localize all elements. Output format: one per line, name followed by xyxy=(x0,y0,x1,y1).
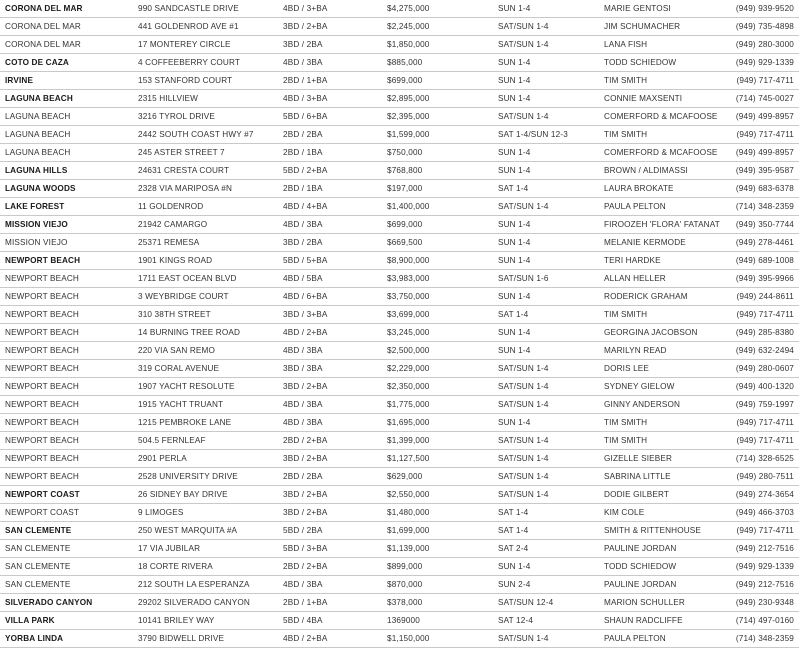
listing-beds-baths: 5BD / 5+BA xyxy=(283,256,328,265)
listing-beds-baths: 2BD / 2BA xyxy=(283,130,323,139)
listing-address: 2328 VIA MARIPOSA #N xyxy=(138,184,233,193)
listing-city: SAN CLEMENTE xyxy=(5,562,71,571)
listing-phone: (714) 348-2359 xyxy=(735,634,794,643)
listing-open-time: SAT/SUN 1-4 xyxy=(498,634,549,643)
listing-address: 25371 REMESA xyxy=(138,238,200,247)
listing-phone: (949) 717-4711 xyxy=(736,526,794,535)
listing-agent: ALLAN HELLER xyxy=(604,274,666,283)
listing-open-time: SAT 1-4 xyxy=(498,184,529,193)
listing-city: CORONA DEL MAR xyxy=(5,22,81,31)
listing-beds-baths: 5BD / 6+BA xyxy=(283,112,328,121)
listing-price: 1369000 xyxy=(387,616,420,625)
listing-address: 29202 SILVERADO CANYON xyxy=(138,598,250,607)
listing-agent: TIM SMITH xyxy=(604,130,648,139)
listing-city: NEWPORT BEACH xyxy=(5,400,79,409)
listing-address: 1915 YACHT TRUANT xyxy=(138,400,224,409)
listing-agent: TIM SMITH xyxy=(604,76,648,85)
listing-row xyxy=(0,468,799,486)
listing-beds-baths: 3BD / 2+BA xyxy=(283,22,328,31)
listing-beds-baths: 3BD / 2+BA xyxy=(283,454,328,463)
listing-beds-baths: 5BD / 4BA xyxy=(283,616,323,625)
listing-agent: CONNIE MAXSENTI xyxy=(604,94,683,103)
listing-open-time: SUN 1-4 xyxy=(498,220,531,229)
listing-price: $885,000 xyxy=(387,58,423,67)
listing-row xyxy=(0,198,799,216)
listing-city: CORONA DEL MAR xyxy=(5,40,81,49)
listing-phone: (714) 745-0027 xyxy=(735,94,794,103)
listing-beds-baths: 5BD / 3+BA xyxy=(283,544,328,553)
listing-city: LAKE FOREST xyxy=(5,202,65,211)
listing-agent: MARION SCHULLER xyxy=(604,598,685,607)
listing-city: NEWPORT BEACH xyxy=(5,328,79,337)
listing-row xyxy=(0,630,799,648)
listing-phone: (949) 717-4711 xyxy=(736,130,794,139)
listing-beds-baths: 2BD / 1BA xyxy=(283,184,323,193)
listing-beds-baths: 2BD / 1BA xyxy=(283,148,323,157)
listing-address: 2901 PERLA xyxy=(138,454,187,463)
listing-beds-baths: 4BD / 5BA xyxy=(283,274,323,283)
listing-city: LAGUNA WOODS xyxy=(5,184,76,193)
listing-row xyxy=(0,0,799,18)
listing-phone: (949) 285-8380 xyxy=(735,328,794,337)
listing-row xyxy=(0,486,799,504)
listing-agent: SHAUN RADCLIFFE xyxy=(604,616,683,625)
listing-price: $3,245,000 xyxy=(387,328,430,337)
listing-city: NEWPORT BEACH xyxy=(5,346,79,355)
listing-price: $1,150,000 xyxy=(387,634,430,643)
listing-agent: PAULINE JORDAN xyxy=(604,580,677,589)
listing-city: NEWPORT BEACH xyxy=(5,454,79,463)
listing-phone: (949) 212-7516 xyxy=(735,544,794,553)
listing-phone: (949) 632-2494 xyxy=(735,346,794,355)
listing-open-time: SAT 1-4/SUN 12-3 xyxy=(498,130,568,139)
listing-agent: FIROOZEH 'FLORA' FATANAT xyxy=(604,220,720,229)
listing-agent: RODERICK GRAHAM xyxy=(604,292,688,301)
listing-price: $750,000 xyxy=(387,148,423,157)
listing-row xyxy=(0,432,799,450)
listing-open-time: SAT/SUN 1-4 xyxy=(498,382,549,391)
listing-address: 319 CORAL AVENUE xyxy=(138,364,220,373)
listing-open-time: SAT/SUN 1-4 xyxy=(498,364,549,373)
listing-price: $2,895,000 xyxy=(387,94,430,103)
listing-phone: (949) 466-3703 xyxy=(735,508,794,517)
listing-address: 310 38TH STREET xyxy=(138,310,211,319)
listing-city: NEWPORT BEACH xyxy=(5,310,79,319)
listing-row xyxy=(0,180,799,198)
listing-phone: (949) 395-9966 xyxy=(735,274,794,283)
listing-city: NEWPORT BEACH xyxy=(5,292,79,301)
listing-city: NEWPORT BEACH xyxy=(5,364,79,373)
listing-agent: COMERFORD & MCAFOOSE xyxy=(604,148,718,157)
listing-city: MISSION VIEJO xyxy=(5,220,68,229)
listing-phone: (949) 350-7744 xyxy=(735,220,794,229)
listing-address: 9 LIMOGES xyxy=(138,508,184,517)
listing-city: COTO DE CAZA xyxy=(5,58,69,67)
listing-phone: (949) 274-3654 xyxy=(735,490,794,499)
listing-phone: (949) 717-4711 xyxy=(736,436,794,445)
listing-agent: BROWN / ALDIMASSI xyxy=(604,166,688,175)
listing-phone: (949) 717-4711 xyxy=(736,418,794,427)
listing-open-time: SAT 1-4 xyxy=(498,508,529,517)
listing-phone: (949) 400-1320 xyxy=(735,382,794,391)
listing-beds-baths: 2BD / 1+BA xyxy=(283,598,328,607)
listing-row xyxy=(0,144,799,162)
listing-row xyxy=(0,126,799,144)
listing-price: $3,699,000 xyxy=(387,310,430,319)
listing-beds-baths: 4BD / 3BA xyxy=(283,418,323,427)
listing-open-time: SAT/SUN 1-4 xyxy=(498,112,549,121)
listing-address: 18 CORTE RIVERA xyxy=(138,562,213,571)
listing-open-time: SAT 2-4 xyxy=(498,544,529,553)
listing-price: $1,775,000 xyxy=(387,400,430,409)
listing-open-time: SUN 1-4 xyxy=(498,238,531,247)
listing-agent: COMERFORD & MCAFOOSE xyxy=(604,112,718,121)
listing-agent: TIM SMITH xyxy=(604,436,648,445)
listing-row xyxy=(0,378,799,396)
listing-city: SAN CLEMENTE xyxy=(5,544,71,553)
listing-row xyxy=(0,612,799,630)
listing-price: $899,000 xyxy=(387,562,423,571)
listing-address: 212 SOUTH LA ESPERANZA xyxy=(138,580,250,589)
listing-phone: (714) 328-6525 xyxy=(735,454,794,463)
listing-address: 1907 YACHT RESOLUTE xyxy=(138,382,235,391)
listing-price: $768,800 xyxy=(387,166,423,175)
listing-agent: GIZELLE SIEBER xyxy=(604,454,673,463)
listing-city: NEWPORT COAST xyxy=(5,490,80,499)
listing-beds-baths: 2BD / 2+BA xyxy=(283,562,328,571)
listing-city: NEWPORT BEACH xyxy=(5,256,81,265)
listing-row xyxy=(0,450,799,468)
listing-open-time: SUN 1-4 xyxy=(498,58,531,67)
listing-row xyxy=(0,270,799,288)
listing-open-time: SUN 1-4 xyxy=(498,292,531,301)
listing-beds-baths: 4BD / 2+BA xyxy=(283,328,328,337)
listing-price: $1,699,000 xyxy=(387,526,430,535)
listing-beds-baths: 3BD / 3BA xyxy=(283,364,323,373)
listing-beds-baths: 2BD / 1+BA xyxy=(283,76,328,85)
listing-open-time: SUN 1-4 xyxy=(498,328,531,337)
listing-agent: PAULA PELTON xyxy=(604,634,666,643)
listing-beds-baths: 4BD / 3BA xyxy=(283,346,323,355)
listing-agent: TERI HARDKE xyxy=(604,256,661,265)
listing-address: 17 VIA JUBILAR xyxy=(138,544,201,553)
listing-city: NEWPORT COAST xyxy=(5,508,79,517)
listing-row xyxy=(0,324,799,342)
listing-address: 4 COFFEEBERRY COURT xyxy=(138,58,241,67)
listing-agent: TIM SMITH xyxy=(604,418,648,427)
listing-beds-baths: 4BD / 3BA xyxy=(283,220,323,229)
listing-open-time: SAT/SUN 1-4 xyxy=(498,490,549,499)
listing-phone: (949) 683-6378 xyxy=(735,184,794,193)
listing-agent: PAULA PELTON xyxy=(604,202,666,211)
listing-address: 504.5 FERNLEAF xyxy=(138,436,206,445)
listing-beds-baths: 3BD / 2+BA xyxy=(283,508,328,517)
listing-beds-baths: 4BD / 3+BA xyxy=(283,94,328,103)
listing-phone: (949) 717-4711 xyxy=(736,310,794,319)
listing-agent: LANA FISH xyxy=(604,40,648,49)
listing-agent: JIM SCHUMACHER xyxy=(604,22,681,31)
listing-phone: (949) 939-9520 xyxy=(735,4,794,13)
listing-phone: (714) 497-0160 xyxy=(735,616,794,625)
listing-price: $3,983,000 xyxy=(387,274,430,283)
listing-city: LAGUNA BEACH xyxy=(5,112,71,121)
listing-open-time: SUN 1-4 xyxy=(498,256,531,265)
listing-open-time: SAT/SUN 1-4 xyxy=(498,454,549,463)
listing-beds-baths: 4BD / 2+BA xyxy=(283,634,328,643)
listing-price: $699,000 xyxy=(387,220,423,229)
listing-row xyxy=(0,72,799,90)
listing-row xyxy=(0,342,799,360)
listing-row xyxy=(0,90,799,108)
listing-open-time: SAT/SUN 1-4 xyxy=(498,400,549,409)
listing-phone: (714) 348-2359 xyxy=(735,202,794,211)
listing-row xyxy=(0,396,799,414)
listing-address: 220 VIA SAN REMO xyxy=(138,346,216,355)
listing-city: SAN CLEMENTE xyxy=(5,580,71,589)
listing-row xyxy=(0,414,799,432)
listing-beds-baths: 3BD / 2+BA xyxy=(283,490,328,499)
listing-phone: (949) 212-7516 xyxy=(735,580,794,589)
listing-price: $8,900,000 xyxy=(387,256,430,265)
listing-row xyxy=(0,522,799,540)
listing-price: $1,480,000 xyxy=(387,508,430,517)
listing-address: 1901 KINGS ROAD xyxy=(138,256,213,265)
listing-price: $2,500,000 xyxy=(387,346,430,355)
listing-price: $1,139,000 xyxy=(387,544,430,553)
listing-beds-baths: 4BD / 4+BA xyxy=(283,202,328,211)
listing-price: $1,127,500 xyxy=(387,454,430,463)
listing-agent: TODD SCHIEDOW xyxy=(604,58,677,67)
listing-address: 24631 CRESTA COURT xyxy=(138,166,230,175)
listing-beds-baths: 2BD / 2+BA xyxy=(283,436,328,445)
listing-address: 11 GOLDENROD xyxy=(138,202,204,211)
listing-price: $197,000 xyxy=(387,184,423,193)
listing-phone: (949) 717-4711 xyxy=(736,76,794,85)
listing-agent: GINNY ANDERSON xyxy=(604,400,681,409)
listing-agent: SABRINA LITTLE xyxy=(604,472,671,481)
listing-address: 1711 EAST OCEAN BLVD xyxy=(138,274,237,283)
listing-price: $1,400,000 xyxy=(387,202,430,211)
listing-phone: (949) 280-3000 xyxy=(735,40,794,49)
listing-city: CORONA DEL MAR xyxy=(5,4,83,13)
listing-city: NEWPORT BEACH xyxy=(5,472,79,481)
listing-agent: TIM SMITH xyxy=(604,310,648,319)
listing-row xyxy=(0,234,799,252)
listing-beds-baths: 4BD / 3BA xyxy=(283,400,323,409)
listing-beds-baths: 4BD / 3BA xyxy=(283,580,323,589)
listing-price: $1,850,000 xyxy=(387,40,430,49)
listing-phone: (949) 499-8957 xyxy=(735,148,794,157)
listing-agent: GEORGINA JACOBSON xyxy=(604,328,698,337)
listing-open-time: SUN 1-4 xyxy=(498,148,531,157)
listing-beds-baths: 3BD / 2+BA xyxy=(283,382,328,391)
listing-open-time: SUN 1-4 xyxy=(498,562,531,571)
listing-row xyxy=(0,306,799,324)
listing-open-time: SAT/SUN 12-4 xyxy=(498,598,554,607)
listing-city: NEWPORT BEACH xyxy=(5,436,79,445)
listing-city: NEWPORT BEACH xyxy=(5,274,79,283)
listing-city: VILLA PARK xyxy=(5,616,55,625)
listing-city: IRVINE xyxy=(5,76,34,85)
listing-open-time: SAT 1-4 xyxy=(498,526,529,535)
listing-row xyxy=(0,36,799,54)
listing-city: MISSION VIEJO xyxy=(5,238,68,247)
listing-open-time: SUN 1-4 xyxy=(498,346,531,355)
listing-address: 3790 BIDWELL DRIVE xyxy=(138,634,225,643)
listing-address: 3 WEYBRIDGE COURT xyxy=(138,292,229,301)
listing-price: $2,229,000 xyxy=(387,364,430,373)
listing-price: $2,245,000 xyxy=(387,22,430,31)
listing-address: 441 GOLDENROD AVE #1 xyxy=(138,22,239,31)
listing-agent: SMITH & RITTENHOUSE xyxy=(604,526,702,535)
listing-row xyxy=(0,288,799,306)
listing-row xyxy=(0,558,799,576)
listing-agent: DODIE GILBERT xyxy=(604,490,670,499)
listing-address: 990 SANDCASTLE DRIVE xyxy=(138,4,239,13)
listing-city: LAGUNA BEACH xyxy=(5,148,71,157)
listing-phone: (949) 689-1008 xyxy=(735,256,794,265)
listing-row xyxy=(0,108,799,126)
listing-city: NEWPORT BEACH xyxy=(5,418,79,427)
listing-row xyxy=(0,216,799,234)
listing-address: 2315 HILLVIEW xyxy=(138,94,199,103)
listing-phone: (949) 244-8611 xyxy=(736,292,794,301)
listing-row xyxy=(0,18,799,36)
listing-row xyxy=(0,162,799,180)
listing-open-time: SUN 2-4 xyxy=(498,580,531,589)
listing-address: 1215 PEMBROKE LANE xyxy=(138,418,232,427)
listing-beds-baths: 2BD / 2BA xyxy=(283,472,323,481)
listing-beds-baths: 4BD / 3+BA xyxy=(283,4,328,13)
listing-open-time: SAT/SUN 1-6 xyxy=(498,274,549,283)
listing-beds-baths: 3BD / 2BA xyxy=(283,238,323,247)
listing-beds-baths: 3BD / 3+BA xyxy=(283,310,328,319)
listing-city: SILVERADO CANYON xyxy=(5,598,93,607)
listing-city: LAGUNA BEACH xyxy=(5,94,73,103)
listing-agent: PAULINE JORDAN xyxy=(604,544,677,553)
listing-open-time: SAT/SUN 1-4 xyxy=(498,472,549,481)
listing-beds-baths: 5BD / 2+BA xyxy=(283,166,328,175)
listing-open-time: SUN 1-4 xyxy=(498,4,531,13)
listing-address: 17 MONTEREY CIRCLE xyxy=(138,40,231,49)
listing-price: $1,695,000 xyxy=(387,418,430,427)
listing-city: NEWPORT BEACH xyxy=(5,382,79,391)
listing-agent: TODD SCHIEDOW xyxy=(604,562,677,571)
listing-beds-baths: 5BD / 2BA xyxy=(283,526,323,535)
listing-open-time: SUN 1-4 xyxy=(498,166,531,175)
listing-open-time: SAT/SUN 1-4 xyxy=(498,40,549,49)
listing-phone: (949) 929-1339 xyxy=(735,562,794,571)
listing-address: 153 STANFORD COURT xyxy=(138,76,233,85)
listing-row xyxy=(0,54,799,72)
listing-open-time: SAT/SUN 1-4 xyxy=(498,22,549,31)
listing-row xyxy=(0,252,799,270)
listing-agent: MARILYN READ xyxy=(604,346,667,355)
listing-address: 250 WEST MARQUITA #A xyxy=(138,526,238,535)
listing-price: $378,000 xyxy=(387,598,423,607)
listing-city: LAGUNA BEACH xyxy=(5,130,71,139)
listing-open-time: SUN 1-4 xyxy=(498,418,531,427)
listing-phone: (949) 499-8957 xyxy=(735,112,794,121)
listing-agent: LAURA BROKATE xyxy=(604,184,674,193)
listing-phone: (949) 280-7511 xyxy=(736,472,794,481)
listing-beds-baths: 3BD / 2BA xyxy=(283,40,323,49)
listing-price: $669,500 xyxy=(387,238,423,247)
listing-agent: MELANIE KERMODE xyxy=(604,238,686,247)
listing-address: 10141 BRILEY WAY xyxy=(138,616,215,625)
listing-price: $2,350,000 xyxy=(387,382,430,391)
listing-phone: (949) 759-1997 xyxy=(735,400,794,409)
listing-agent: KIM COLE xyxy=(604,508,645,517)
listing-address: 21942 CAMARGO xyxy=(138,220,208,229)
listing-price: $4,275,000 xyxy=(387,4,430,13)
listing-open-time: SUN 1-4 xyxy=(498,94,531,103)
listing-phone: (949) 735-4898 xyxy=(735,22,794,31)
listing-row xyxy=(0,594,799,612)
listing-agent: DORIS LEE xyxy=(604,364,650,373)
listing-address: 26 SIDNEY BAY DRIVE xyxy=(138,490,228,499)
listing-phone: (949) 929-1339 xyxy=(735,58,794,67)
listing-phone: (949) 395-9587 xyxy=(735,166,794,175)
listing-address: 2528 UNIVERSITY DRIVE xyxy=(138,472,238,481)
listing-price: $699,000 xyxy=(387,76,423,85)
listing-open-time: SAT/SUN 1-4 xyxy=(498,202,549,211)
listing-address: 14 BURNING TREE ROAD xyxy=(138,328,241,337)
listing-city: YORBA LINDA xyxy=(5,634,64,643)
listing-open-time: SUN 1-4 xyxy=(498,76,531,85)
listing-row xyxy=(0,540,799,558)
listing-open-time: SAT/SUN 1-4 xyxy=(498,436,549,445)
listing-phone: (949) 280-0607 xyxy=(735,364,794,373)
listing-row xyxy=(0,576,799,594)
listing-address: 3216 TYROL DRIVE xyxy=(138,112,216,121)
listing-city: LAGUNA HILLS xyxy=(5,166,68,175)
listing-row xyxy=(0,360,799,378)
listing-phone: (949) 230-9348 xyxy=(735,598,794,607)
listing-agent: MARIE GENTOSI xyxy=(604,4,671,13)
listing-agent: SYDNEY GIELOW xyxy=(604,382,675,391)
listing-phone: (949) 278-4461 xyxy=(735,238,794,247)
listing-row xyxy=(0,504,799,522)
listing-beds-baths: 4BD / 3BA xyxy=(283,58,323,67)
listing-price: $3,750,000 xyxy=(387,292,430,301)
listing-price: $1,599,000 xyxy=(387,130,430,139)
listing-price: $1,399,000 xyxy=(387,436,430,445)
listing-price: $870,000 xyxy=(387,580,423,589)
listing-price: $2,395,000 xyxy=(387,112,430,121)
listing-open-time: SAT 1-4 xyxy=(498,310,529,319)
listing-price: $2,550,000 xyxy=(387,490,430,499)
listing-open-time: SAT 12-4 xyxy=(498,616,534,625)
listing-beds-baths: 4BD / 6+BA xyxy=(283,292,328,301)
listing-address: 245 ASTER STREET 7 xyxy=(138,148,225,157)
listing-address: 2442 SOUTH COAST HWY #7 xyxy=(138,130,254,139)
listing-price: $629,000 xyxy=(387,472,423,481)
listing-city: SAN CLEMENTE xyxy=(5,526,72,535)
